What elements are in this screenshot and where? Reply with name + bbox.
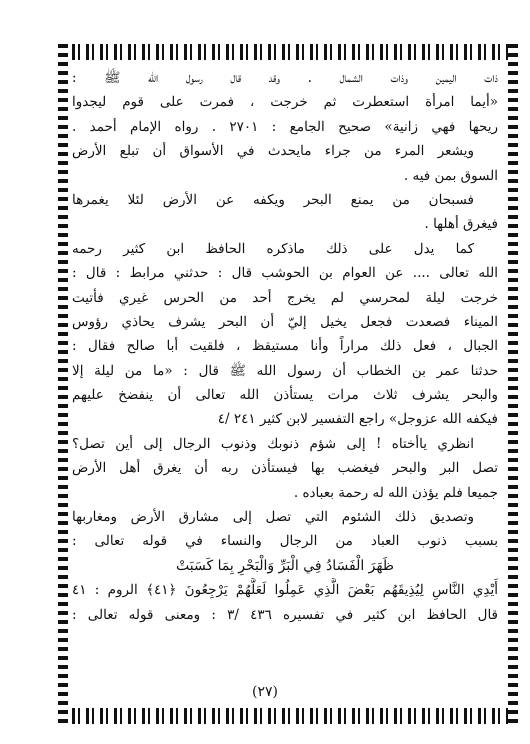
quran-verse-line: أَيْدِي النَّاسِ لِيُذِيقَهُم بَعْضَ الَّذِي عَمِلُوا لَعَلَّهُمْ يَرْجِعُونَ ﴿٤١﴾ الروم : ٤١ [72,582,498,599]
bottom-border-ornament [58,708,518,724]
text-line: جميعا فلم يؤذن الله له رحمة بعباده . [293,484,498,501]
text-line: وتصديق ذلك الشئوم التي تصل إلى مشارق الأرض ومغاربها [72,509,474,526]
text-line: فيغرق أهلها . [424,216,498,233]
text-line: ويشعر المرء من جراء مايحدث في الأسواق أن تبلع الأرض [72,143,474,160]
quran-verse-line: ظَهَرَ الْفَسَادُ فِي الْبَرِّ وَالْبَحْرِ بِمَا كَسَبَتْ [176,557,394,574]
text-line: السوق بمن فيه . [403,167,498,184]
text-line: الله تعالى .... عن العوام بن الحوشب قال : حدثني مرابط : قال : [72,265,498,282]
text-line: الجبال ، فعل ذلك مراراً وأنا مستيقظ ، فلقيت أبا صالح فقال : [72,338,498,355]
page-number: (٢٧) [252,684,278,700]
top-border-ornament [58,44,518,60]
left-border-ornament [58,44,68,724]
text-line: والبحر يشرف ثلاث مرات يستأذن الله تعالى أن ينفضخ عليهم [72,387,498,404]
page-text-body [72,66,498,696]
text-line: كما يدل على ذلك ماذكره الحافظ ابن كثير رحمه [72,240,474,257]
text-line: «أيما امرأة استعطرت ثم خرجت ، فمرت على قوم ليجدوا [72,94,498,111]
text-line: فسبحان من يمنع البحر ويكفه عن الأرض لئلا يغمرها [72,191,474,208]
text-line: الميناء فصعدت فجعل يخيل إليّ أن البحر يشرف يحاذي رؤوس [72,313,498,330]
text-line: انظري ياأختاه ! إلى شؤم ذنوبك وذنوب الرجال إلى أين تصل؟ [72,435,474,452]
text-line: فيكفه الله عزوجل» راجع التفسير لابن كثير ٢٤١ /٤ [217,411,498,428]
text-line: ريحها فهي زانية» صحيح الجامع : ٢٧٠١ . رواه الإمام أحمد . [72,118,498,135]
text-line: بسبب ذنوب العباد من الرجال والنساء في قوله تعالى : [72,533,498,550]
text-line: تصل البر والبحر فيغضب بها فيستأذن ربه أن يغرق أهل الأرض [72,460,498,477]
right-border-ornament [508,44,518,724]
text-line: خرجت ليلة لمحرسي لم يخرج أحد من الحرس غيري فأتيت [72,289,498,306]
text-line: ذات اليمين وذات الشمال . وقد قال رسول الله ﷺ : [72,70,498,86]
text-line: حدثنا عمر بن الخطاب أن رسول الله ﷺ قال : «ما من ليلة إلا [72,362,498,379]
text-line: قال الحافظ ابن كثير في تفسيره ٤٣٦ /٣ : ومعنى قوله تعالى : [72,606,498,623]
